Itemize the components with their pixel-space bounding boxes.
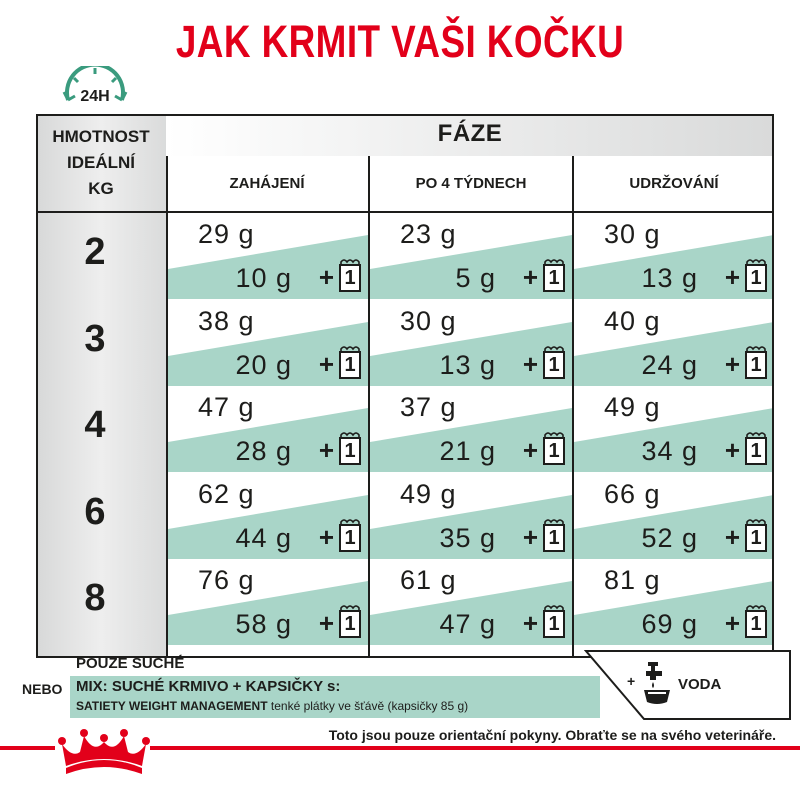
- or-label: NEBO: [22, 681, 63, 697]
- pouch-icon: [743, 602, 769, 638]
- table-cell: [168, 386, 368, 472]
- pouch-icon: [743, 256, 769, 292]
- weight-value: 2: [84, 231, 106, 273]
- pouch-icon: [541, 516, 567, 552]
- pouch-count: 1: [548, 353, 560, 376]
- mixed-dry-amount: 69 g: [641, 609, 698, 639]
- pouch-icon: [541, 343, 567, 379]
- pouch-icon: [337, 602, 363, 638]
- pouch-icon: [743, 343, 769, 379]
- satiety-detail: tenké plátky ve šťávě (kapsičky 85 g): [267, 699, 469, 713]
- weight-header-line: IDEÁLNÍ: [67, 153, 135, 172]
- pouch-icon: [337, 256, 363, 292]
- water-tap-bowl-icon: [642, 660, 672, 706]
- plus-sign: +: [724, 435, 740, 465]
- dry-amount: 37 g: [400, 392, 457, 422]
- pouch-count: 1: [750, 526, 762, 549]
- dry-amount: 30 g: [400, 305, 457, 336]
- mixed-dry-amount: 21 g: [439, 436, 496, 466]
- plus-sign: +: [724, 348, 740, 379]
- pouch-count: 1: [344, 440, 356, 462]
- water-plus: +: [627, 673, 636, 689]
- dry-amount: 38 g: [198, 305, 255, 336]
- plus-sign: +: [318, 521, 334, 552]
- pouch-icon: [743, 429, 769, 465]
- pouch-icon: [541, 429, 567, 465]
- table-cell: [370, 386, 572, 472]
- pouch-icon: [541, 256, 567, 292]
- pouch-count: 1: [344, 353, 356, 376]
- pouch-icon: [337, 429, 363, 465]
- red-rule: [0, 746, 55, 750]
- mix-label: MIX: SUCHÉ KRMIVO + KAPSIČKY s:: [76, 678, 341, 695]
- dry-amount: 81 g: [604, 565, 661, 595]
- pouch-count: 1: [750, 613, 762, 635]
- plus-sign: +: [318, 608, 334, 638]
- pouch-count: 1: [344, 613, 356, 635]
- clock-icon: [62, 66, 128, 116]
- pouch-count: 1: [750, 353, 762, 376]
- table-cell: [168, 473, 368, 559]
- weight-header-line: KG: [88, 179, 114, 198]
- pouch-count: 1: [750, 267, 762, 289]
- satiety-note: [76, 699, 468, 713]
- plus-sign: +: [522, 435, 538, 465]
- table-cell: [168, 559, 368, 645]
- pouch-icon: [337, 516, 363, 552]
- feeding-table: [36, 114, 774, 658]
- plus-sign: +: [318, 435, 334, 465]
- plus-sign: +: [318, 262, 334, 292]
- dry-amount: 76 g: [198, 565, 255, 595]
- plus-sign: +: [724, 608, 740, 638]
- pouch-count: 1: [344, 267, 356, 289]
- plus-sign: +: [522, 608, 538, 638]
- mixed-dry-amount: 47 g: [439, 609, 496, 639]
- page-title: JAK KRMIT VAŠI KOČKU: [175, 16, 625, 67]
- weight-value: 4: [84, 404, 106, 446]
- weight-value: 8: [84, 577, 106, 619]
- mixed-dry-amount: 52 g: [641, 522, 698, 553]
- plus-sign: +: [522, 521, 538, 552]
- dry-only-label: POUZE SUCHÉ: [76, 655, 185, 672]
- mixed-dry-amount: 44 g: [235, 522, 292, 553]
- dry-amount: 47 g: [198, 392, 255, 422]
- table-cell: [370, 300, 572, 386]
- dry-amount: 40 g: [604, 305, 661, 336]
- water-label: VODA: [678, 676, 722, 693]
- plus-sign: +: [724, 521, 740, 552]
- dry-amount: 66 g: [604, 478, 661, 509]
- table-cell: [574, 386, 774, 472]
- mixed-dry-amount: 13 g: [439, 349, 496, 380]
- pouch-count: 1: [548, 613, 560, 635]
- phase-header-start: ZAHÁJENÍ: [229, 175, 305, 192]
- dry-amount: 30 g: [604, 219, 661, 249]
- phase-header-4-weeks: PO 4 TÝDNECH: [415, 175, 527, 192]
- weight-value: 6: [84, 490, 106, 533]
- mixed-dry-amount: 20 g: [235, 349, 292, 380]
- table-cell: [168, 213, 368, 299]
- phase-header-maintenance: UDRŽOVÁNÍ: [629, 175, 719, 192]
- dry-amount: 49 g: [604, 392, 661, 422]
- table-cell: [574, 213, 774, 299]
- mixed-dry-amount: 13 g: [641, 263, 698, 293]
- pouch-icon: [743, 516, 769, 552]
- table-cell: [574, 559, 774, 645]
- pouch-count: 1: [548, 526, 560, 549]
- mixed-dry-amount: 5 g: [455, 263, 496, 293]
- dry-amount: 29 g: [198, 219, 255, 249]
- disclaimer: Toto jsou pouze orientační pokyny. Obraťte se na svého veterináře.: [328, 727, 776, 743]
- table-cell: [168, 300, 368, 386]
- mixed-dry-amount: 24 g: [641, 349, 698, 380]
- clock-label: 24H: [80, 88, 110, 105]
- pouch-count: 1: [548, 440, 560, 462]
- mixed-dry-amount: 10 g: [235, 263, 292, 293]
- table-cell: [370, 559, 572, 645]
- table-cell: [370, 473, 572, 559]
- dry-amount: 61 g: [400, 565, 457, 595]
- weight-header-line: HMOTNOST: [52, 127, 150, 146]
- dry-amount: 62 g: [198, 478, 255, 509]
- mixed-dry-amount: 58 g: [235, 609, 292, 639]
- pouch-icon: [541, 602, 567, 638]
- satiety-product: SATIETY WEIGHT MANAGEMENT: [76, 699, 268, 713]
- phase-title: FÁZE: [437, 120, 503, 147]
- pouch-count: 1: [750, 440, 762, 462]
- weight-header: [36, 124, 166, 202]
- red-rule: [150, 746, 800, 750]
- plus-sign: +: [522, 348, 538, 379]
- dry-amount: 23 g: [400, 219, 457, 249]
- dry-amount: 49 g: [400, 478, 457, 509]
- mixed-dry-amount: 28 g: [235, 436, 292, 466]
- pouch-count: 1: [344, 526, 356, 549]
- table-cell: [574, 473, 774, 559]
- table-cell: [574, 300, 774, 386]
- plus-sign: +: [522, 262, 538, 292]
- table-cell: [370, 213, 572, 299]
- plus-sign: +: [318, 348, 334, 379]
- pouch-count: 1: [548, 267, 560, 289]
- weight-value: 3: [84, 317, 106, 360]
- mixed-dry-amount: 34 g: [641, 436, 698, 466]
- mixed-dry-amount: 35 g: [439, 522, 496, 553]
- plus-sign: +: [724, 262, 740, 292]
- pouch-icon: [337, 343, 363, 379]
- royal-canin-crown-icon: [58, 724, 150, 776]
